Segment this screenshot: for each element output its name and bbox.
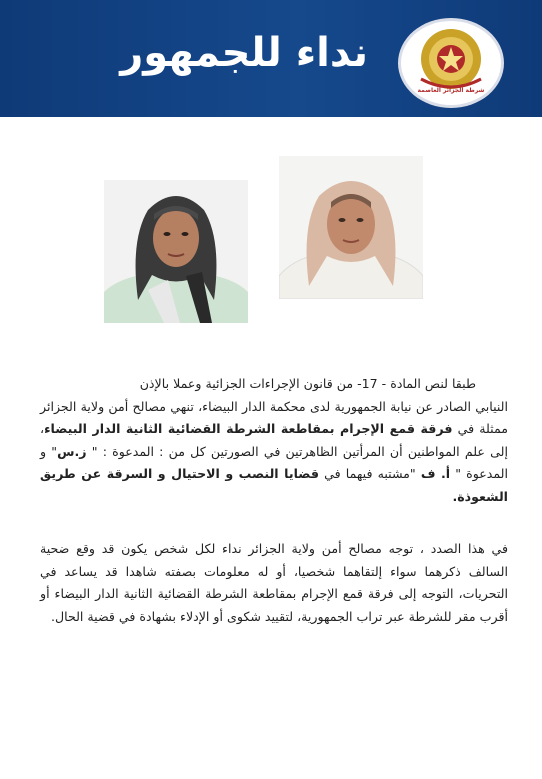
paragraph1-text-b: ، إلى علم المواطنين أن المرأتين الظاهرتين في الصورتين كل من : المدعوة : " xyxy=(40,421,508,459)
crime-description: قضايا النصب و الاحتيال و السرقة عن طريق الشعوذة. xyxy=(40,466,508,504)
suspect-photo-left xyxy=(104,180,248,323)
paragraph1-line1: طبقا لنص المادة - 17- من قانون الإجراءات الجزائية وعملا بالإذن xyxy=(139,376,476,391)
police-unit-name: فرقة قمع الإجرام بمقاطعة الشرطة القضائية الثانية الدار البيضاء xyxy=(44,421,453,437)
paragraph1-text-d: "مشتبه فيهما في xyxy=(318,466,421,482)
suspect-name-1: ز.س xyxy=(57,443,87,459)
emblem-caption: شرطة الجزائر العاصمة xyxy=(417,87,485,94)
paragraph1-text-a: النيابي الصادر عن نيابة الجمهورية لدى محكمة الدار البيضاء، تنهي مصالح أمن ولاية الجزائر ممثلة في xyxy=(40,398,508,437)
suspect-name-2: أ. ف xyxy=(420,466,451,482)
notice-paragraph-1 xyxy=(40,373,508,509)
paragraph1-text-c: " و المدعوة " xyxy=(40,443,508,482)
page-title: نداء للجمهور xyxy=(120,30,368,76)
police-emblem-logo xyxy=(398,18,504,108)
header-banner xyxy=(0,0,542,117)
notice-paragraph-2: في هذا الصدد ، توجه مصالح أمن ولاية الجزائر نداء لكل شخص يكون قد وقع ضحية السالف ذكرهما سواء إلتقاهما شخصيا، أو له معلومات بصفته شاهدا قد يساعد في التحريات، التوجه إلى فرقة قمع الإجرام بمقاطعة الشرطة القضائية الثانية الدار البيضاء أو أقرب مقر للشرطة عبر تراب الجمهورية، لتقييد شكوى أو الإدلاء بشهادة في قضية الحال. xyxy=(40,541,508,624)
face-shape xyxy=(153,209,199,267)
suspect-photo-right xyxy=(279,156,423,299)
